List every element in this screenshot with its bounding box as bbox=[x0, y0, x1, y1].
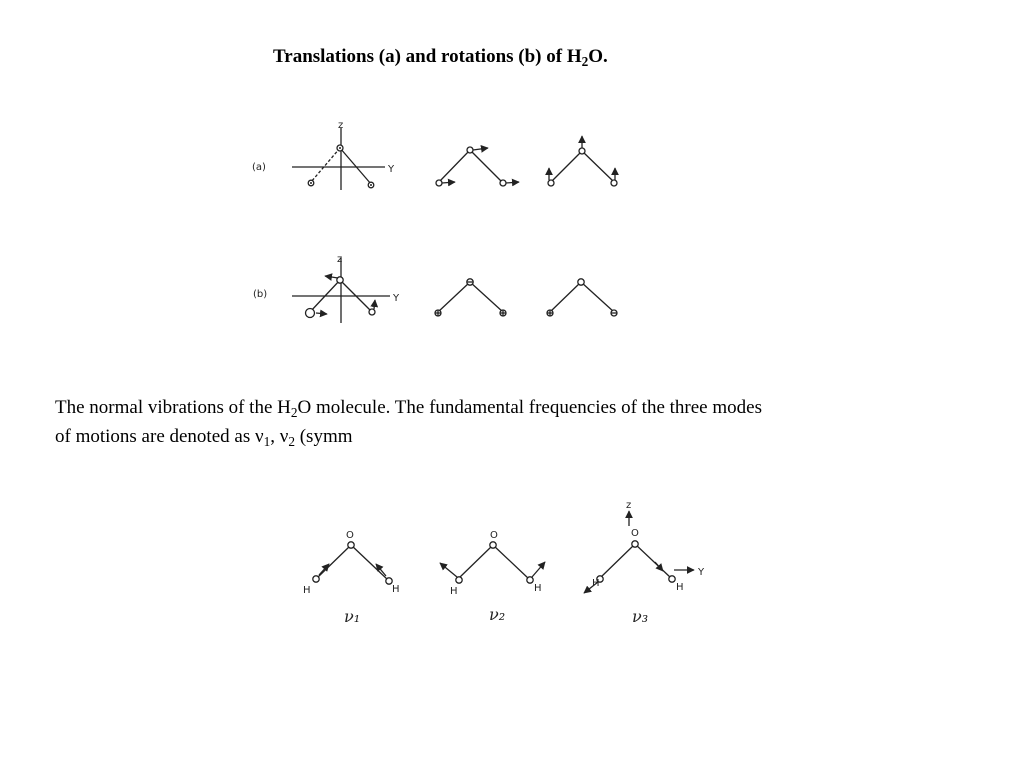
svg-text:O: O bbox=[490, 530, 498, 541]
mode-v1-diagram bbox=[303, 530, 400, 626]
svg-text:H: H bbox=[592, 578, 600, 589]
svg-text:H: H bbox=[534, 583, 542, 594]
row-b-label: (b) bbox=[253, 289, 268, 300]
rotation-y-diagram bbox=[435, 279, 506, 316]
mode-v2-label: ν₂ bbox=[489, 605, 506, 624]
mode-v3-label: ν₃ bbox=[632, 607, 649, 626]
row-a-label: (a) bbox=[252, 162, 266, 173]
svg-text:z: z bbox=[626, 500, 632, 511]
svg-text:z: z bbox=[337, 254, 343, 265]
translation-x-diagram bbox=[292, 120, 395, 190]
mode-v2-diagram bbox=[440, 530, 545, 624]
figure-title: Translations (a) and rotations (b) of $H_2O$. bbox=[273, 46, 608, 69]
rotation-z-diagram bbox=[547, 279, 617, 316]
description-paragraph: The normal vibrations of the $H_2O$ molecule. The fundamental frequencies of the three modes of motions are denoted as $\nu_1$, $\nu_2$ (symm bbox=[55, 397, 762, 449]
svg-text:H: H bbox=[450, 586, 458, 597]
svg-text:Y: Y bbox=[393, 293, 400, 304]
mode-v3-diagram bbox=[584, 500, 705, 626]
translation-y-diagram bbox=[436, 147, 519, 186]
svg-text:z: z bbox=[338, 120, 344, 131]
mode-v1-label: ν₁ bbox=[344, 607, 361, 626]
svg-text:H: H bbox=[303, 585, 311, 596]
oxygen-label: O bbox=[346, 530, 354, 541]
svg-text:O: O bbox=[631, 528, 639, 539]
svg-text:H: H bbox=[676, 582, 684, 593]
translation-z-diagram bbox=[548, 136, 617, 186]
svg-text:Y: Y bbox=[388, 164, 395, 175]
svg-text:Y: Y bbox=[698, 567, 705, 578]
rotation-x-diagram bbox=[292, 254, 400, 323]
svg-text:H: H bbox=[392, 584, 400, 595]
